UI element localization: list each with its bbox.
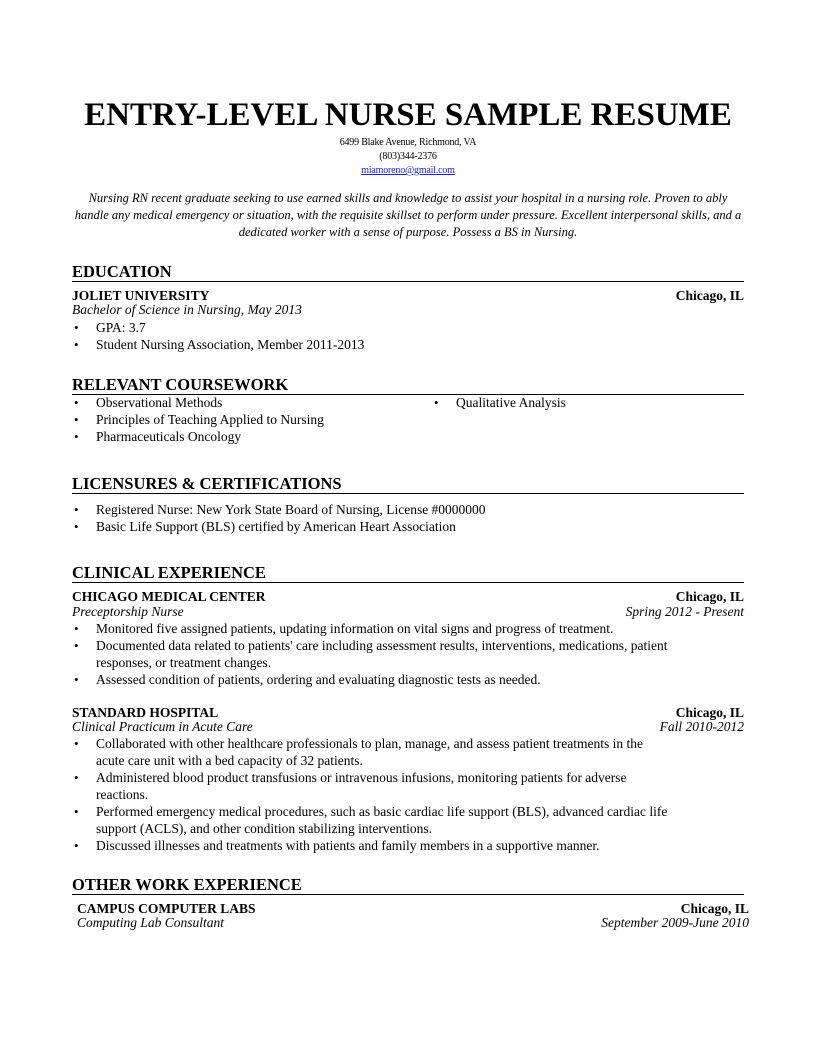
- licensures-bullets: [72, 501, 672, 535]
- section-heading-licensures: LICENSURES & CERTIFICATIONS: [72, 475, 744, 494]
- list-item: • Qualitative Analysis: [432, 394, 732, 411]
- job-dates: September 2009-June 2010: [601, 915, 749, 930]
- list-item: • Principles of Teaching Applied to Nursing: [72, 411, 412, 428]
- list-item: • GPA: 3.7: [72, 319, 672, 336]
- list-item: • Pharmaceuticals Oncology: [72, 428, 412, 445]
- job-role-row: [72, 604, 744, 620]
- list-item: • Monitored five assigned patients, updating information on vital signs and progress of treatment.: [72, 620, 672, 637]
- section-heading-other-work: OTHER WORK EXPERIENCE: [72, 876, 744, 895]
- list-item: • Collaborated with other healthcare professionals to plan, manage, and assess patient treatments in the acute care unit with a bed capacity of 32 patients.: [72, 735, 672, 769]
- job-dates: Fall 2010-2012: [659, 719, 744, 734]
- job-location: Chicago, IL: [675, 705, 744, 720]
- list-item: • Discussed illnesses and treatments with patients and family members in a supportive manner.: [72, 837, 672, 854]
- resume-title: ENTRY-LEVEL NURSE SAMPLE RESUME: [84, 97, 732, 133]
- address: 6499 Blake Avenue, Richmond, VA: [339, 137, 477, 148]
- phone: (803)344-2376: [379, 151, 437, 162]
- job-org: CHICAGO MEDICAL CENTER: [72, 589, 266, 604]
- section-heading-clinical: CLINICAL EXPERIENCE: [72, 564, 744, 583]
- coursework-right-list: [432, 394, 732, 411]
- list-item: • Basic Life Support (BLS) certified by American Heart Association: [72, 518, 672, 535]
- email-link[interactable]: miamoreno@gmail.com: [361, 165, 455, 176]
- section-heading-coursework: RELEVANT COURSEWORK: [72, 376, 744, 395]
- summary: Nursing RN recent graduate seeking to use earned skills and knowledge to assist your hospital in a nursing role. Proven to ably handle any medical emergency or situation, with the requisite skillset to perform under pressure. Excellent interpersonal skills, and a dedicated worker with a sense of purpose. Possess a BS in Nursing.: [74, 191, 742, 239]
- list-item: • Student Nursing Association, Member 2011-2013: [72, 336, 672, 353]
- list-item: • Documented data related to patients' care including assessment results, interventions, medications, patient responses, or treatment changes.: [72, 637, 672, 671]
- job-org: STANDARD HOSPITAL: [72, 705, 219, 720]
- job-role: Preceptorship Nurse: [72, 604, 184, 619]
- degree-row: [72, 302, 744, 318]
- job-location: Chicago, IL: [675, 589, 744, 604]
- coursework-left-list: [72, 394, 412, 445]
- list-item: • Administered blood product transfusions or intravenous infusions, monitoring patients for adverse reactions.: [72, 769, 672, 803]
- list-item: • Registered Nurse: New York State Board of Nursing, License #0000000: [72, 501, 672, 518]
- job-org: CAMPUS COMPUTER LABS: [77, 901, 256, 916]
- job-bullets: [72, 735, 672, 854]
- job-location: Chicago, IL: [680, 901, 749, 916]
- job-dates: Spring 2012 - Present: [625, 604, 744, 619]
- job-org-row: [72, 589, 744, 605]
- job-role-row: [72, 719, 744, 735]
- job-role-row: [77, 915, 749, 931]
- job-role: Computing Lab Consultant: [77, 915, 225, 930]
- list-item: • Observational Methods: [72, 394, 412, 411]
- list-item: • Assessed condition of patients, ordering and evaluating diagnostic tests as needed.: [72, 671, 672, 688]
- list-item: • Performed emergency medical procedures, such as basic cardiac life support (BLS), advanced cardiac life support (ACLS), and other condition stabilizing interventions.: [72, 803, 672, 837]
- degree: Bachelor of Science in Nursing, May 2013: [72, 302, 302, 317]
- job-role: Clinical Practicum in Acute Care: [72, 719, 253, 734]
- section-heading-education: EDUCATION: [72, 263, 744, 282]
- school-location: Chicago, IL: [675, 288, 744, 303]
- job-bullets: [72, 620, 672, 688]
- education-bullets: [72, 319, 672, 353]
- school-name: JOLIET UNIVERSITY: [72, 288, 210, 303]
